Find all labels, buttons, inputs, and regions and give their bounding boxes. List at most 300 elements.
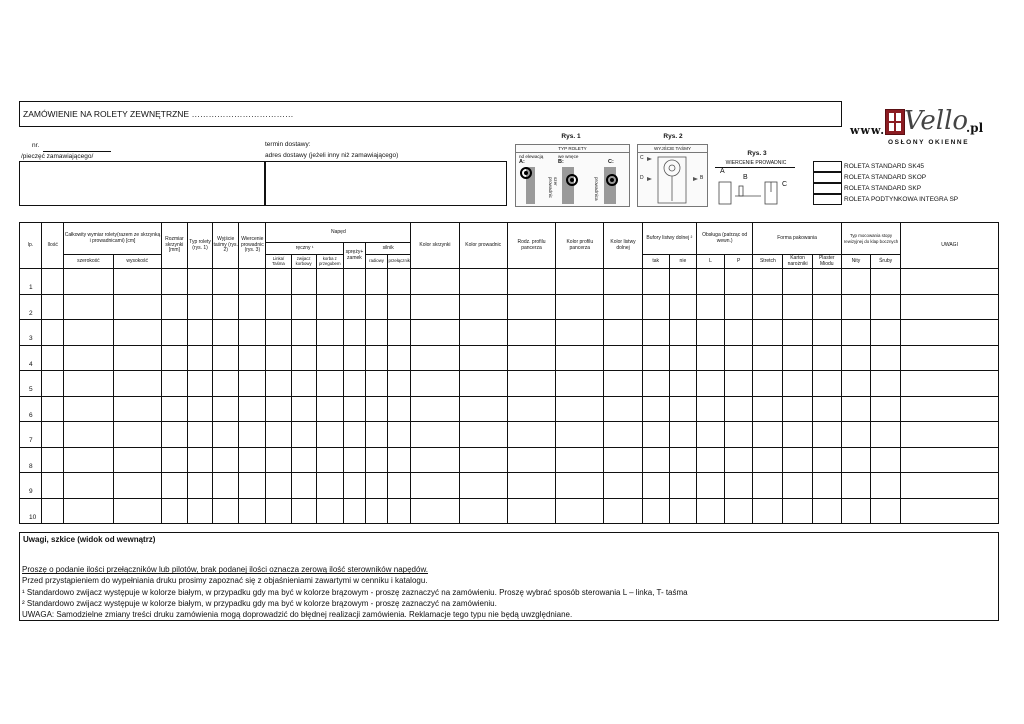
table-cell[interactable] (161, 396, 187, 422)
row-number: 8 (20, 447, 42, 473)
table-cell[interactable] (411, 498, 459, 524)
table-cell[interactable] (556, 294, 604, 320)
table-cell[interactable] (388, 269, 411, 295)
table-cell[interactable] (316, 422, 343, 448)
table-cell[interactable] (365, 498, 387, 524)
table-cell[interactable] (812, 269, 841, 295)
table-cell[interactable] (459, 320, 507, 346)
table-cell[interactable] (871, 473, 901, 499)
table-cell[interactable] (783, 371, 812, 397)
table-cell[interactable] (64, 396, 113, 422)
delivery-date-label: termin dostawy: (265, 141, 311, 148)
table-cell[interactable] (343, 473, 365, 499)
table-cell[interactable] (388, 396, 411, 422)
table-cell[interactable] (696, 396, 724, 422)
table-cell[interactable] (411, 371, 459, 397)
table-cell[interactable] (64, 422, 113, 448)
table-cell[interactable] (411, 396, 459, 422)
table-cell[interactable] (343, 371, 365, 397)
table-cell[interactable] (365, 345, 387, 371)
table-cell[interactable] (239, 269, 266, 295)
table-cell[interactable] (291, 422, 316, 448)
table-cell[interactable] (459, 294, 507, 320)
table-cell[interactable] (783, 294, 812, 320)
table-cell[interactable] (161, 320, 187, 346)
table-cell[interactable] (841, 447, 870, 473)
nr-line[interactable] (43, 151, 111, 152)
table-cell[interactable] (753, 422, 783, 448)
table-cell[interactable] (812, 320, 841, 346)
table-cell[interactable] (507, 269, 555, 295)
table-cell[interactable] (113, 294, 161, 320)
table-cell[interactable] (365, 422, 387, 448)
table-cell[interactable] (388, 422, 411, 448)
table-cell[interactable] (642, 473, 669, 499)
table-cell[interactable] (753, 498, 783, 524)
table-cell[interactable] (64, 320, 113, 346)
table-cell[interactable] (161, 294, 187, 320)
table-cell[interactable] (239, 345, 266, 371)
table-cell[interactable] (187, 269, 212, 295)
table-cell[interactable] (161, 345, 187, 371)
table-cell[interactable] (507, 320, 555, 346)
table-cell[interactable] (266, 371, 291, 397)
table-cell[interactable] (556, 447, 604, 473)
table-cell[interactable] (669, 345, 696, 371)
table-cell[interactable] (459, 498, 507, 524)
table-cell[interactable] (291, 498, 316, 524)
table-cell[interactable] (556, 269, 604, 295)
table-cell[interactable] (239, 320, 266, 346)
table-cell[interactable] (343, 345, 365, 371)
table-cell[interactable] (871, 447, 901, 473)
table-cell[interactable] (871, 269, 901, 295)
table-cell[interactable] (841, 269, 870, 295)
table-cell[interactable] (411, 294, 459, 320)
table-cell[interactable] (161, 473, 187, 499)
table-cell[interactable] (642, 498, 669, 524)
table-cell[interactable] (291, 320, 316, 346)
table-cell[interactable] (642, 294, 669, 320)
table-cell[interactable] (725, 294, 753, 320)
table-cell[interactable] (213, 473, 239, 499)
table-cell[interactable] (42, 422, 64, 448)
table-cell[interactable] (316, 320, 343, 346)
table-cell[interactable] (642, 447, 669, 473)
table-cell[interactable] (901, 422, 999, 448)
table-cell[interactable] (239, 498, 266, 524)
table-cell[interactable] (266, 320, 291, 346)
table-cell[interactable] (64, 371, 113, 397)
table-cell[interactable] (113, 498, 161, 524)
table-cell[interactable] (812, 473, 841, 499)
table-cell[interactable] (669, 269, 696, 295)
table-cell[interactable] (187, 294, 212, 320)
table-cell[interactable] (725, 269, 753, 295)
table-cell[interactable] (783, 473, 812, 499)
table-cell[interactable] (556, 422, 604, 448)
table-cell[interactable] (841, 320, 870, 346)
table-cell[interactable] (316, 473, 343, 499)
option-skp[interactable] (813, 183, 965, 194)
table-cell[interactable] (871, 320, 901, 346)
table-cell[interactable] (213, 320, 239, 346)
table-cell[interactable] (841, 498, 870, 524)
table-cell[interactable] (64, 498, 113, 524)
table-cell[interactable] (604, 371, 642, 397)
delivery-address-box[interactable] (265, 161, 507, 206)
table-cell[interactable] (291, 345, 316, 371)
table-cell[interactable] (411, 269, 459, 295)
table-cell[interactable] (113, 447, 161, 473)
table-cell[interactable] (669, 473, 696, 499)
table-cell[interactable] (696, 345, 724, 371)
table-cell[interactable] (669, 320, 696, 346)
table-cell[interactable] (604, 320, 642, 346)
table-cell[interactable] (871, 422, 901, 448)
table-cell[interactable] (343, 320, 365, 346)
table-cell[interactable] (42, 320, 64, 346)
table-cell[interactable] (291, 396, 316, 422)
table-cell[interactable] (901, 294, 999, 320)
notes-box[interactable] (19, 532, 999, 621)
table-cell[interactable] (459, 371, 507, 397)
table-cell[interactable] (459, 447, 507, 473)
table-cell[interactable] (64, 294, 113, 320)
table-cell[interactable] (388, 320, 411, 346)
row-number: 7 (20, 422, 42, 448)
table-cell[interactable] (459, 269, 507, 295)
table-cell[interactable] (604, 498, 642, 524)
table-cell[interactable] (187, 371, 212, 397)
table-cell[interactable] (669, 422, 696, 448)
table-cell[interactable] (239, 422, 266, 448)
table-cell[interactable] (64, 447, 113, 473)
table-cell[interactable] (753, 371, 783, 397)
table-cell[interactable] (753, 320, 783, 346)
table-cell[interactable] (642, 320, 669, 346)
table-cell[interactable] (365, 269, 387, 295)
table-cell[interactable] (901, 498, 999, 524)
table-cell[interactable] (812, 396, 841, 422)
table-cell[interactable] (213, 396, 239, 422)
table-cell[interactable] (507, 294, 555, 320)
table-cell[interactable] (696, 447, 724, 473)
table-cell[interactable] (388, 345, 411, 371)
table-cell[interactable] (42, 473, 64, 499)
table-cell[interactable] (459, 473, 507, 499)
table-cell[interactable] (507, 473, 555, 499)
table-cell[interactable] (642, 269, 669, 295)
table-cell[interactable] (213, 294, 239, 320)
table-cell[interactable] (42, 498, 64, 524)
table-cell[interactable] (642, 396, 669, 422)
table-cell[interactable] (696, 294, 724, 320)
table-cell[interactable] (113, 320, 161, 346)
table-cell[interactable] (291, 294, 316, 320)
table-cell[interactable] (291, 269, 316, 295)
option-checkbox[interactable] (813, 172, 842, 183)
table-cell[interactable] (42, 294, 64, 320)
table-cell[interactable] (783, 422, 812, 448)
option-checkbox[interactable] (813, 183, 842, 194)
table-cell[interactable] (411, 320, 459, 346)
table-cell[interactable] (161, 498, 187, 524)
table-cell[interactable] (841, 396, 870, 422)
table-cell[interactable] (411, 422, 459, 448)
table-cell[interactable] (388, 447, 411, 473)
table-cell[interactable] (411, 473, 459, 499)
table-cell[interactable] (316, 447, 343, 473)
table-cell[interactable] (187, 422, 212, 448)
table-cell[interactable] (812, 498, 841, 524)
table-cell[interactable] (604, 473, 642, 499)
table-cell[interactable] (901, 345, 999, 371)
table-cell[interactable] (604, 345, 642, 371)
table-cell[interactable] (316, 371, 343, 397)
table-cell[interactable] (753, 396, 783, 422)
table-cell[interactable] (343, 396, 365, 422)
table-cell[interactable] (841, 345, 870, 371)
table-cell[interactable] (725, 473, 753, 499)
table-cell[interactable] (187, 396, 212, 422)
table-cell[interactable] (841, 371, 870, 397)
table-cell[interactable] (507, 396, 555, 422)
table-cell[interactable] (783, 498, 812, 524)
table-cell[interactable] (388, 473, 411, 499)
table-cell[interactable] (901, 269, 999, 295)
table-cell[interactable] (753, 294, 783, 320)
table-cell[interactable] (291, 447, 316, 473)
table-cell[interactable] (642, 422, 669, 448)
table-cell[interactable] (841, 294, 870, 320)
table-cell[interactable] (753, 473, 783, 499)
table-cell[interactable] (213, 269, 239, 295)
table-cell[interactable] (213, 447, 239, 473)
table-cell[interactable] (871, 498, 901, 524)
table-cell[interactable] (187, 320, 212, 346)
table-cell[interactable] (871, 396, 901, 422)
table-cell[interactable] (266, 447, 291, 473)
table-cell[interactable] (696, 371, 724, 397)
table-cell[interactable] (388, 371, 411, 397)
table-cell[interactable] (507, 422, 555, 448)
table-cell[interactable] (901, 371, 999, 397)
table-cell[interactable] (812, 371, 841, 397)
table-cell[interactable] (783, 396, 812, 422)
table-row (20, 447, 999, 473)
table-cell[interactable] (266, 345, 291, 371)
option-checkbox[interactable] (813, 194, 842, 205)
table-cell[interactable] (556, 345, 604, 371)
table-cell[interactable] (725, 498, 753, 524)
table-cell[interactable] (841, 473, 870, 499)
table-cell[interactable] (316, 294, 343, 320)
table-cell[interactable] (604, 396, 642, 422)
table-cell[interactable] (187, 473, 212, 499)
rys1-title: Rys. 1 (561, 133, 581, 140)
table-cell[interactable] (187, 447, 212, 473)
table-cell[interactable] (64, 345, 113, 371)
table-cell[interactable] (696, 320, 724, 346)
table-cell[interactable] (725, 371, 753, 397)
table-cell[interactable] (725, 320, 753, 346)
table-cell[interactable] (669, 447, 696, 473)
table-cell[interactable] (239, 294, 266, 320)
table-cell[interactable] (725, 345, 753, 371)
table-cell[interactable] (507, 447, 555, 473)
table-cell[interactable] (783, 345, 812, 371)
table-cell[interactable] (812, 447, 841, 473)
table-cell[interactable] (901, 396, 999, 422)
option-integra-sp[interactable] (813, 194, 965, 205)
table-cell[interactable] (411, 447, 459, 473)
table-cell[interactable] (365, 320, 387, 346)
table-cell[interactable] (343, 269, 365, 295)
table-cell[interactable] (266, 396, 291, 422)
table-cell[interactable] (871, 371, 901, 397)
table-cell[interactable] (187, 345, 212, 371)
table-cell[interactable] (316, 269, 343, 295)
table-cell[interactable] (604, 447, 642, 473)
table-cell[interactable] (113, 371, 161, 397)
table-cell[interactable] (113, 422, 161, 448)
table-cell[interactable] (556, 396, 604, 422)
table-cell[interactable] (213, 422, 239, 448)
table-cell[interactable] (64, 473, 113, 499)
table-cell[interactable] (901, 320, 999, 346)
table-cell[interactable] (696, 422, 724, 448)
table-cell[interactable] (213, 371, 239, 397)
table-cell[interactable] (696, 473, 724, 499)
table-cell[interactable] (42, 269, 64, 295)
table-cell[interactable] (669, 396, 696, 422)
table-cell[interactable] (871, 294, 901, 320)
table-cell[interactable] (871, 345, 901, 371)
table-cell[interactable] (753, 345, 783, 371)
table-cell[interactable] (266, 498, 291, 524)
table-cell[interactable] (213, 498, 239, 524)
table-cell[interactable] (365, 447, 387, 473)
table-cell[interactable] (64, 269, 113, 295)
table-cell[interactable] (459, 345, 507, 371)
table-cell[interactable] (841, 422, 870, 448)
table-cell[interactable] (507, 371, 555, 397)
table-cell[interactable] (343, 447, 365, 473)
table-cell[interactable] (213, 345, 239, 371)
table-cell[interactable] (696, 269, 724, 295)
table-cell[interactable] (187, 498, 212, 524)
table-cell[interactable] (291, 473, 316, 499)
table-cell[interactable] (291, 371, 316, 397)
table-row (20, 345, 999, 371)
option-label: ROLETA STANDARD SK45 (844, 163, 924, 170)
table-cell[interactable] (365, 473, 387, 499)
table-cell[interactable] (365, 371, 387, 397)
table-cell[interactable] (365, 396, 387, 422)
option-checkbox[interactable] (813, 161, 842, 172)
table-cell[interactable] (753, 269, 783, 295)
table-cell[interactable] (266, 269, 291, 295)
table-cell[interactable] (343, 294, 365, 320)
option-sk45[interactable] (813, 161, 965, 172)
table-cell[interactable] (459, 422, 507, 448)
table-cell[interactable] (901, 473, 999, 499)
table-cell[interactable] (113, 473, 161, 499)
table-cell[interactable] (901, 447, 999, 473)
table-cell[interactable] (113, 396, 161, 422)
table-cell[interactable] (725, 422, 753, 448)
option-skop[interactable] (813, 172, 965, 183)
table-cell[interactable] (556, 498, 604, 524)
table-cell[interactable] (669, 498, 696, 524)
table-cell[interactable] (343, 498, 365, 524)
table-cell[interactable] (266, 422, 291, 448)
table-cell[interactable] (343, 422, 365, 448)
table-cell[interactable] (388, 498, 411, 524)
table-cell[interactable] (239, 447, 266, 473)
table-cell[interactable] (161, 447, 187, 473)
table-cell[interactable] (725, 396, 753, 422)
table-cell[interactable] (642, 371, 669, 397)
table-cell[interactable] (161, 269, 187, 295)
table-cell[interactable] (783, 447, 812, 473)
table-cell[interactable] (161, 371, 187, 397)
table-cell[interactable] (783, 320, 812, 346)
table-cell[interactable] (459, 396, 507, 422)
table-cell[interactable] (812, 345, 841, 371)
table-cell[interactable] (604, 294, 642, 320)
table-cell[interactable] (642, 345, 669, 371)
table-cell[interactable] (365, 294, 387, 320)
table-cell[interactable] (316, 498, 343, 524)
table-cell[interactable] (507, 345, 555, 371)
table-cell[interactable] (113, 345, 161, 371)
table-cell[interactable] (812, 294, 841, 320)
table-cell[interactable] (669, 294, 696, 320)
table-cell[interactable] (266, 473, 291, 499)
table-cell[interactable] (316, 345, 343, 371)
table-cell[interactable] (42, 345, 64, 371)
table-cell[interactable] (266, 294, 291, 320)
table-cell[interactable] (507, 498, 555, 524)
table-cell[interactable] (812, 422, 841, 448)
table-cell[interactable] (113, 269, 161, 295)
table-cell[interactable] (161, 422, 187, 448)
table-cell[interactable] (239, 473, 266, 499)
table-cell[interactable] (725, 447, 753, 473)
table-cell[interactable] (783, 269, 812, 295)
table-cell[interactable] (42, 447, 64, 473)
table-cell[interactable] (42, 371, 64, 397)
table-cell[interactable] (604, 269, 642, 295)
table-cell[interactable] (669, 371, 696, 397)
option-label: ROLETA PODTYNKOWA INTEGRA SP (844, 196, 959, 203)
table-cell[interactable] (316, 396, 343, 422)
table-cell[interactable] (556, 473, 604, 499)
table-cell[interactable] (411, 345, 459, 371)
stamp-box[interactable] (19, 161, 265, 206)
table-cell[interactable] (556, 320, 604, 346)
table-cell[interactable] (388, 294, 411, 320)
table-cell[interactable] (42, 396, 64, 422)
table-cell[interactable] (696, 498, 724, 524)
table-cell[interactable] (556, 371, 604, 397)
table-cell[interactable] (239, 396, 266, 422)
table-cell[interactable] (239, 371, 266, 397)
table-cell[interactable] (604, 422, 642, 448)
table-cell[interactable] (753, 447, 783, 473)
